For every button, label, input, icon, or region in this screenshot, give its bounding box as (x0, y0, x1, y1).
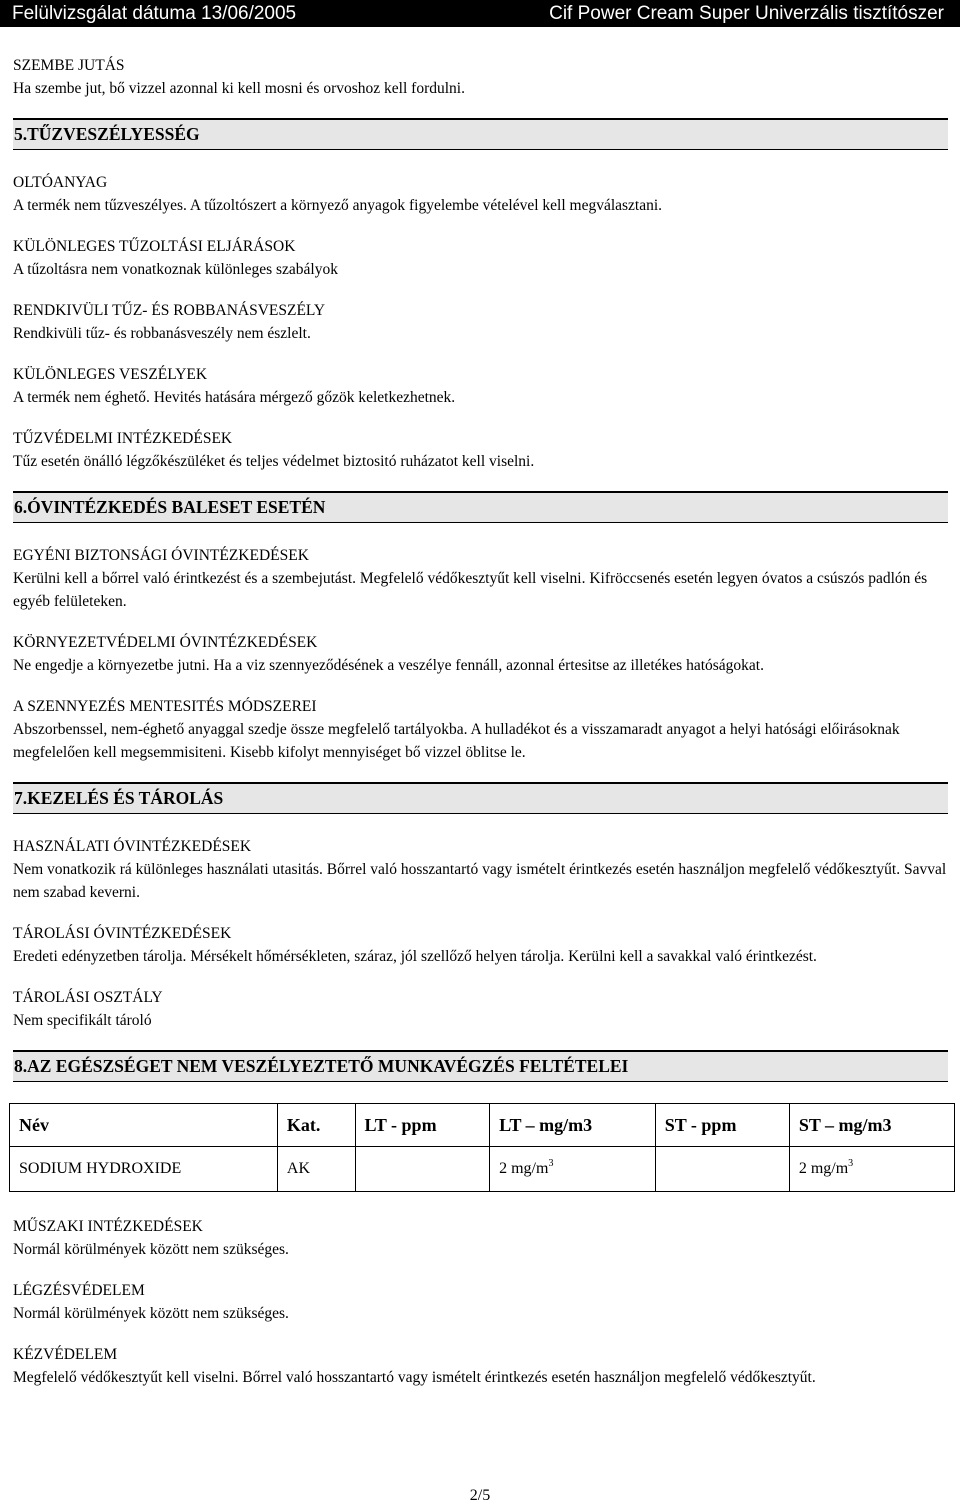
subsection-label: EGYÉNI BIZTONSÁGI ÓVINTÉZKEDÉSEK (13, 547, 309, 564)
column-header: Név (10, 1104, 278, 1147)
document-header (0, 0, 960, 27)
section-5-title: 5.TŰZVESZÉLYESSÉG (13, 118, 948, 150)
subsection (13, 695, 948, 764)
subsection-text: A termék nem éghető. Hevités hatására mérgező gőzök keletkezhetnek. (13, 389, 456, 406)
cell-kat: AK (277, 1147, 355, 1192)
subsection-label: LÉGZÉSVÉDELEM (13, 1282, 145, 1299)
column-header: ST – mg/m3 (789, 1104, 954, 1147)
subsection-text: Rendkivüli tűz- és robbanásveszély nem észlelt. (13, 325, 311, 342)
subsection-text: Ha szembe jut, bő vizzel azonnal ki kell mosni és orvoshoz kell fordulni. (13, 80, 465, 97)
subsection (13, 922, 948, 968)
column-header: ST - ppm (655, 1104, 789, 1147)
subsection (13, 427, 948, 473)
section-8-title: 8.AZ EGÉSZSÉGET NEM VESZÉLYEZTETŐ MUNKAVÉGZÉS FELTÉTELEI (13, 1050, 948, 1082)
document-body (13, 54, 948, 1407)
subsection-text: Tűz esetén önálló légzőkészüléket és teljes védelmet biztositó ruházatot kell viselni. (13, 453, 535, 470)
cell-st-mg (789, 1147, 954, 1192)
subsection (13, 235, 948, 281)
revision-date: Felülvizsgálat dátuma 13/06/2005 (12, 3, 297, 24)
subsection-text: Eredeti edényzetben tárolja. Mérsékelt hőmérsékleten, száraz, jól szellőző helyen tárolja. Kerülni kell a savakkal való érintkezést. (13, 948, 817, 965)
column-header: Kat. (277, 1104, 355, 1147)
cell-st-ppm (655, 1147, 789, 1192)
subsection (13, 1343, 948, 1389)
column-header: LT – mg/m3 (490, 1104, 656, 1147)
subsection-label: OLTÓANYAG (13, 174, 108, 191)
subsection-text: Nem specifikált tároló (13, 1012, 152, 1029)
subsection (13, 363, 948, 409)
subsection (13, 299, 948, 345)
subsection-text: Normál körülmények között nem szükséges. (13, 1305, 289, 1322)
subsection (13, 631, 948, 677)
subsection-label: TÁROLÁSI OSZTÁLY (13, 989, 163, 1006)
subsection-label: HASZNÁLATI ÓVINTÉZKEDÉSEK (13, 838, 252, 855)
subsection (13, 171, 948, 217)
subsection (13, 544, 948, 613)
section-7-title: 7.KEZELÉS ÉS TÁROLÁS (13, 782, 948, 814)
cell-lt-ppm (355, 1147, 490, 1192)
subsection (13, 835, 948, 904)
subsection-text: Megfelelő védőkesztyűt kell viselni. Bőrrel való hosszantartó vagy ismételt érintkezés esetén használjon megfelelő védőkesztyűt. (13, 1369, 816, 1386)
subsection-text: Normál körülmények között nem szükséges. (13, 1241, 289, 1258)
cell-name: SODIUM HYDROXIDE (10, 1147, 278, 1192)
subsection-text: Ne engedje a környezetbe jutni. Ha a viz szennyeződésének a veszélye fennáll, azonnal értesitse az illetékes hatóságokat. (13, 657, 764, 674)
subsection-label: KÖRNYEZETVÉDELMI ÓVINTÉZKEDÉSEK (13, 634, 318, 651)
subsection-text: Kerülni kell a bőrrel való érintkezést és a szembejutást. Megfelelő védőkesztyűt kell viselni. Kifröccsenés esetén legyen óvatos a csúszós padlón és egyéb felületeken. (13, 570, 928, 610)
subsection-label: KÜLÖNLEGES VESZÉLYEK (13, 366, 208, 383)
subsection (13, 1279, 948, 1325)
table-header-row (10, 1104, 955, 1147)
page-number: 2/5 (469, 1487, 491, 1504)
subsection (13, 986, 948, 1032)
product-name: Cif Power Cream Super Univerzális tisztítószer (549, 3, 944, 24)
superscript: 3 (548, 1158, 554, 1169)
subsection-label: MŰSZAKI INTÉZKEDÉSEK (13, 1218, 203, 1235)
subsection-label: TŰZVÉDELMI INTÉZKEDÉSEK (13, 430, 233, 447)
superscript: 3 (848, 1158, 854, 1169)
cell-st-mg-value: 2 mg/m (798, 1160, 849, 1177)
subsection-label: KÜLÖNLEGES TŰZOLTÁSI ELJÁRÁSOK (13, 238, 296, 255)
subsection-label: TÁROLÁSI ÓVINTÉZKEDÉSEK (13, 925, 232, 942)
subsection-label: A SZENNYEZÉS MENTESITÉS MÓDSZEREI (13, 698, 317, 715)
subsection (13, 1215, 948, 1261)
cell-lt-mg-value: 2 mg/m (499, 1160, 549, 1177)
subsection (13, 54, 948, 100)
subsection-text: A tűzoltásra nem vonatkoznak különleges szabályok (13, 261, 338, 278)
subsection-label: KÉZVÉDELEM (13, 1346, 118, 1363)
exposure-limits-table (9, 1103, 955, 1192)
subsection-label: SZEMBE JUTÁS (13, 57, 125, 74)
cell-lt-mg (490, 1147, 656, 1192)
subsection-text: A termék nem tűzveszélyes. A tűzoltószert a környező anyagok figyelembe vételével kell megválasztani. (13, 197, 663, 214)
subsection-label: RENDKIVÜLI TŰZ- ÉS ROBBANÁSVESZÉLY (13, 302, 326, 319)
section-6-title: 6.ÓVINTÉZKEDÉS BALESET ESETÉN (13, 491, 948, 523)
column-header: LT - ppm (355, 1104, 490, 1147)
table-row (10, 1147, 955, 1192)
subsection-text: Nem vonatkozik rá különleges használati utasitás. Bőrrel való hosszantartó vagy ismételt érintkezés esetén használjon megfelelő védőkesztyűt. Savval nem szabad keverni. (13, 861, 947, 901)
subsection-text: Abszorbenssel, nem-éghető anyaggal szedje össze megfelelő tartályokba. A hulladékot és a visszamaradt anyagot a helyi hatósági előirásoknak megfelelően kell megsemmisiteni. Kisebb kifolyt mennyiséget bő vizzel öblitse le. (13, 721, 900, 761)
